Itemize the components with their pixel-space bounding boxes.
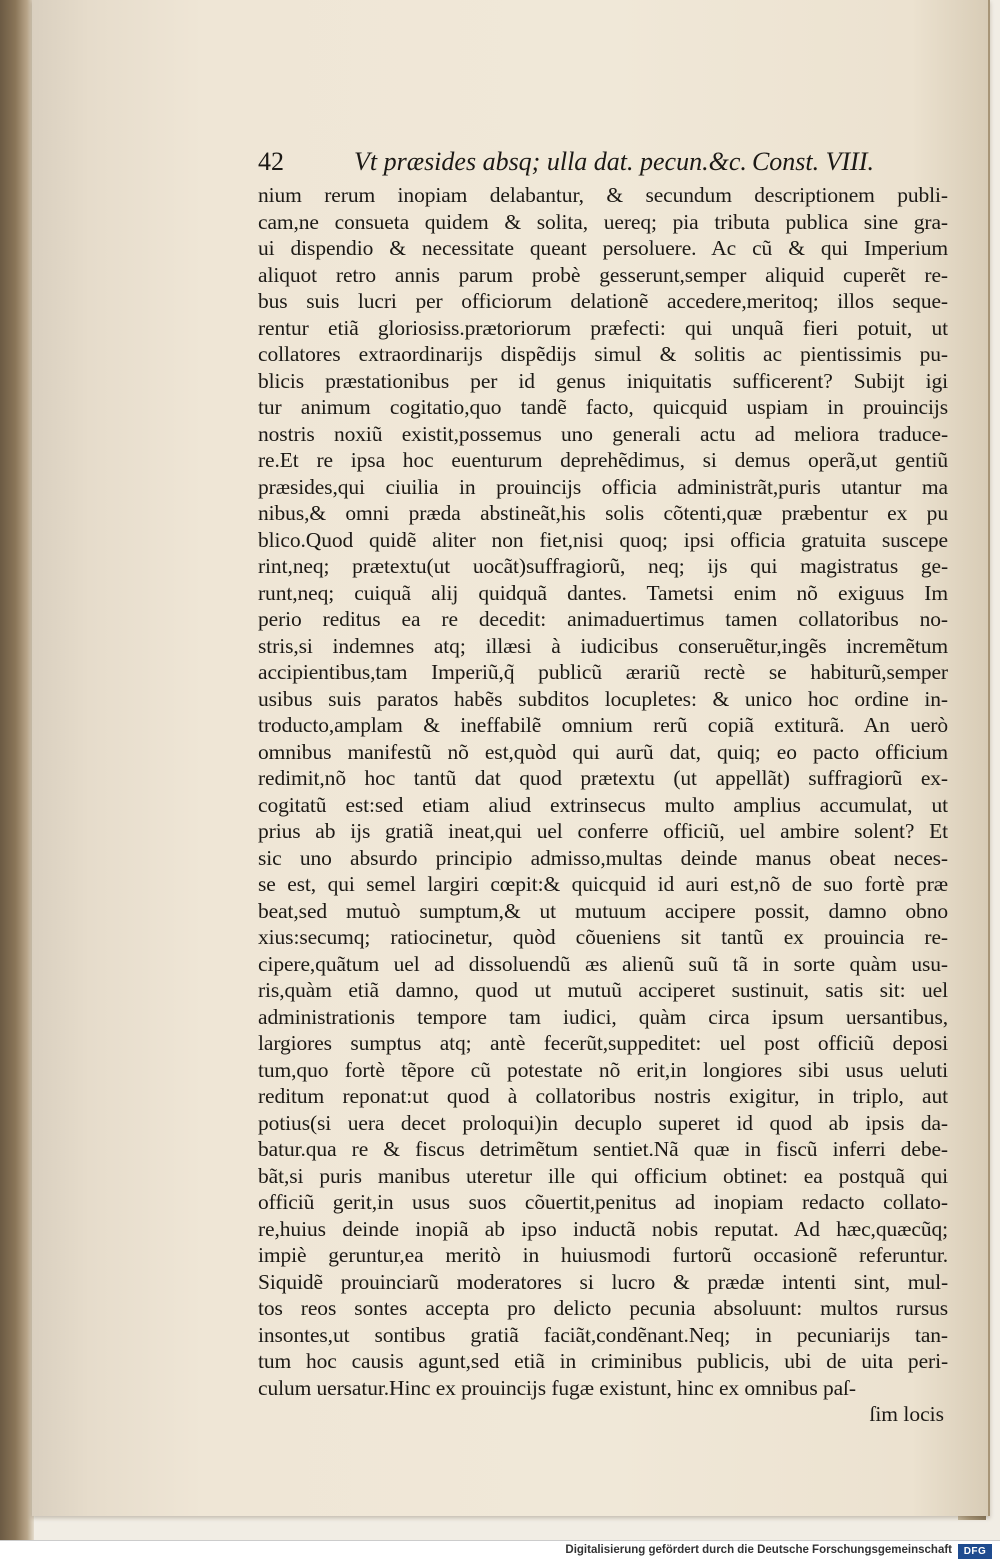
text-block — [258, 140, 948, 1427]
text-line: redimit,nõ hoc tantũ dat quod prætextu (ut appellãt) suffragiorũ ex- — [258, 766, 948, 790]
text-line: perio reditus ea re decedit: animaduertimus tamen collatoribus no- — [258, 607, 948, 631]
text-line: rentur etiã gloriosiss.prætoriorum præfecti: qui unquã fieri potuit, ut — [258, 315, 948, 340]
text-line: rint,neq; prætextu(ut uocãt)suffragiorũ, neq; ijs qui magistratus ge- — [258, 554, 948, 578]
text-line: bãt,si puris manibus uteretur ille qui officium obtinet: ea postquã qui — [258, 1163, 948, 1188]
constitution-label: Const. VIII. — [751, 147, 874, 176]
text-line: impiè geruntur,ea meritò in huiusmodi furtorũ occasionẽ referuntur. — [258, 1243, 948, 1267]
text-line: cam,ne consueta quidem & solita, uereq; pia tributa publica sine gra- — [258, 209, 948, 234]
running-title: Vt præsides absq; ulla dat. pecun.&c. — [354, 147, 747, 176]
book-binding — [0, 0, 34, 1540]
text-line: usibus suis paratos habẽs subditos locupletes: & unico hoc ordine in- — [258, 686, 948, 711]
text-line: largiores sumptus atq; antè fecerũt,suppeditet: uel post officiũ deposi — [258, 1031, 948, 1055]
footer-credit: Digitalisierung gefördert durch die Deutsche Forschungsgemeinschaft — [565, 1544, 952, 1556]
text-line: blicis præstationibus per id genus iniquitatis sufficerent? Subijt igi — [258, 368, 948, 393]
text-line: tum,quo fortè tẽpore cũ potestate nõ erit,in longiores sibi usus ueluti — [258, 1057, 948, 1082]
text-line: potius(si uera decet proloqui)in decuplo superet id quod ab ipsis da- — [258, 1110, 948, 1135]
text-line: re,huius deinde inopiã ab ipso inductã nobis reputat. Ad hæc,quæcũq; — [258, 1216, 948, 1241]
text-line: troducto,amplam & ineffabilẽ omnium rerũ copiã extiturã. An uerò — [258, 713, 948, 737]
text-line: collatores extraordinarijs dispẽdijs simul & solitis ac pientissimis pu- — [258, 342, 948, 366]
text-line: officiũ gerit,in usus suos cõuertit,penitus ad inopiam redacto collato- — [258, 1190, 948, 1214]
text-line: nibus,& omni præda abstineãt,his solis cõtenti,quæ præbentur ex pu — [258, 501, 948, 525]
text-line: accipientibus,tam Imperiũ,q̃ publicũ ærariũ rectè se habiturũ,semper — [258, 660, 948, 684]
text-line: ris,quàm etiã damno, quod ut mutuũ acciperet sustinuit, satis sit: uel — [258, 978, 948, 1002]
text-line: xius:secumq; ratiocinetur, quòd cõueniens sit tantũ ex prouincia re- — [258, 925, 948, 949]
text-line: prius ab ijs gratiã ineat,qui uel conferre officiũ, uel ambire solent? Et — [258, 819, 948, 843]
text-line: bus suis lucri per officiorum delationẽ accedere,meritoq; illos seque- — [258, 289, 948, 313]
text-line: nostris noxiũ existit,possemus uno generali actu ad meliora traduce- — [258, 421, 948, 446]
text-line: batur.qua re & fiscus detrimẽtum sentiet.Nã quæ in fiscũ inferri debe- — [258, 1137, 948, 1161]
running-head — [258, 140, 948, 184]
text-line: blico.Quod quidẽ aliter non fiet,nisi quoq; ipsi officia gratuita suscepe — [258, 527, 948, 552]
text-line: beat,sed mutuò sumptum,& ut mutuum accipere possit, damno obno — [258, 898, 948, 923]
text-line: runt,neq; cuiquã alij quidquã dantes. Tametsi enim nõ exiguus Im — [258, 580, 948, 605]
text-line: sic uno absurdo principio admisso,multas deinde manus obeat neces- — [258, 845, 948, 870]
text-line: culum uersatur.Hinc ex prouincijs fugæ existunt, hinc ex omnibus paſ- — [258, 1375, 856, 1400]
page-number: 42 — [258, 147, 284, 176]
text-line: tur animum cogitatio,quo tandẽ facto, quicquid uspiam in prouincijs — [258, 395, 948, 419]
catchword: ſim locis — [869, 1402, 944, 1426]
text-line: aliquot retro annis parum probè gesserunt,semper aliquid cuperẽt re- — [258, 262, 948, 287]
text-line: cipere,quãtum uel ad dissoluendũ æs alienũ suũ tã in sorte quàm usu- — [258, 951, 948, 976]
text-line: omnibus manifestũ nõ est,quòd qui aurũ dat, quiq; eo pacto officium — [258, 739, 948, 764]
text-line: re.Et re ipsa hoc euenturum deprehẽdimus, si demus operã,ut gentiũ — [258, 448, 948, 472]
text-line: se est, qui semel largiri cœpit:& quicquid id auri est,nõ de suo fortè præ — [258, 872, 948, 896]
footer-bar — [0, 1540, 1000, 1563]
text-line: cogitatũ est:sed etiam aliud extrinsecus multo amplius accumulat, ut — [258, 792, 948, 817]
text-line: Siquidẽ prouinciarũ moderatores si lucro & prædæ intenti sint, mul- — [258, 1269, 948, 1294]
text-line: ui dispendio & necessitate queant persoluere. Ac cũ & qui Imperium — [258, 236, 948, 260]
text-line: nium rerum inopiam delabantur, & secundum descriptionem publi- — [258, 183, 948, 207]
text-line: stris,si indemnes atq; illæsi à iudicibus conseruẽtur,ingẽs incremẽtum — [258, 633, 948, 658]
text-line: tum hoc causis agunt,sed etiã in criminibus publicis, ubi de uita peri- — [258, 1349, 948, 1373]
dfg-logo: DFG — [958, 1544, 992, 1559]
text-line: insontes,ut sontibus gratiã faciãt,condẽnant.Neq; in pecuniarijs tan- — [258, 1322, 948, 1347]
body-text — [258, 182, 948, 1401]
text-line: tos reos sontes accepta pro delicto pecunia absoluunt: multos rursus — [258, 1296, 948, 1320]
text-line: reditum reponat:ut quod à collatoribus nostris exigitur, in triplo, aut — [258, 1084, 948, 1108]
text-line: præsides,qui ciuilia in prouincijs officia administrãt,puris utantur ma — [258, 474, 948, 499]
text-line: administrationis tempore tam iudici, quàm circa ipsum uersantibus, — [258, 1004, 948, 1029]
